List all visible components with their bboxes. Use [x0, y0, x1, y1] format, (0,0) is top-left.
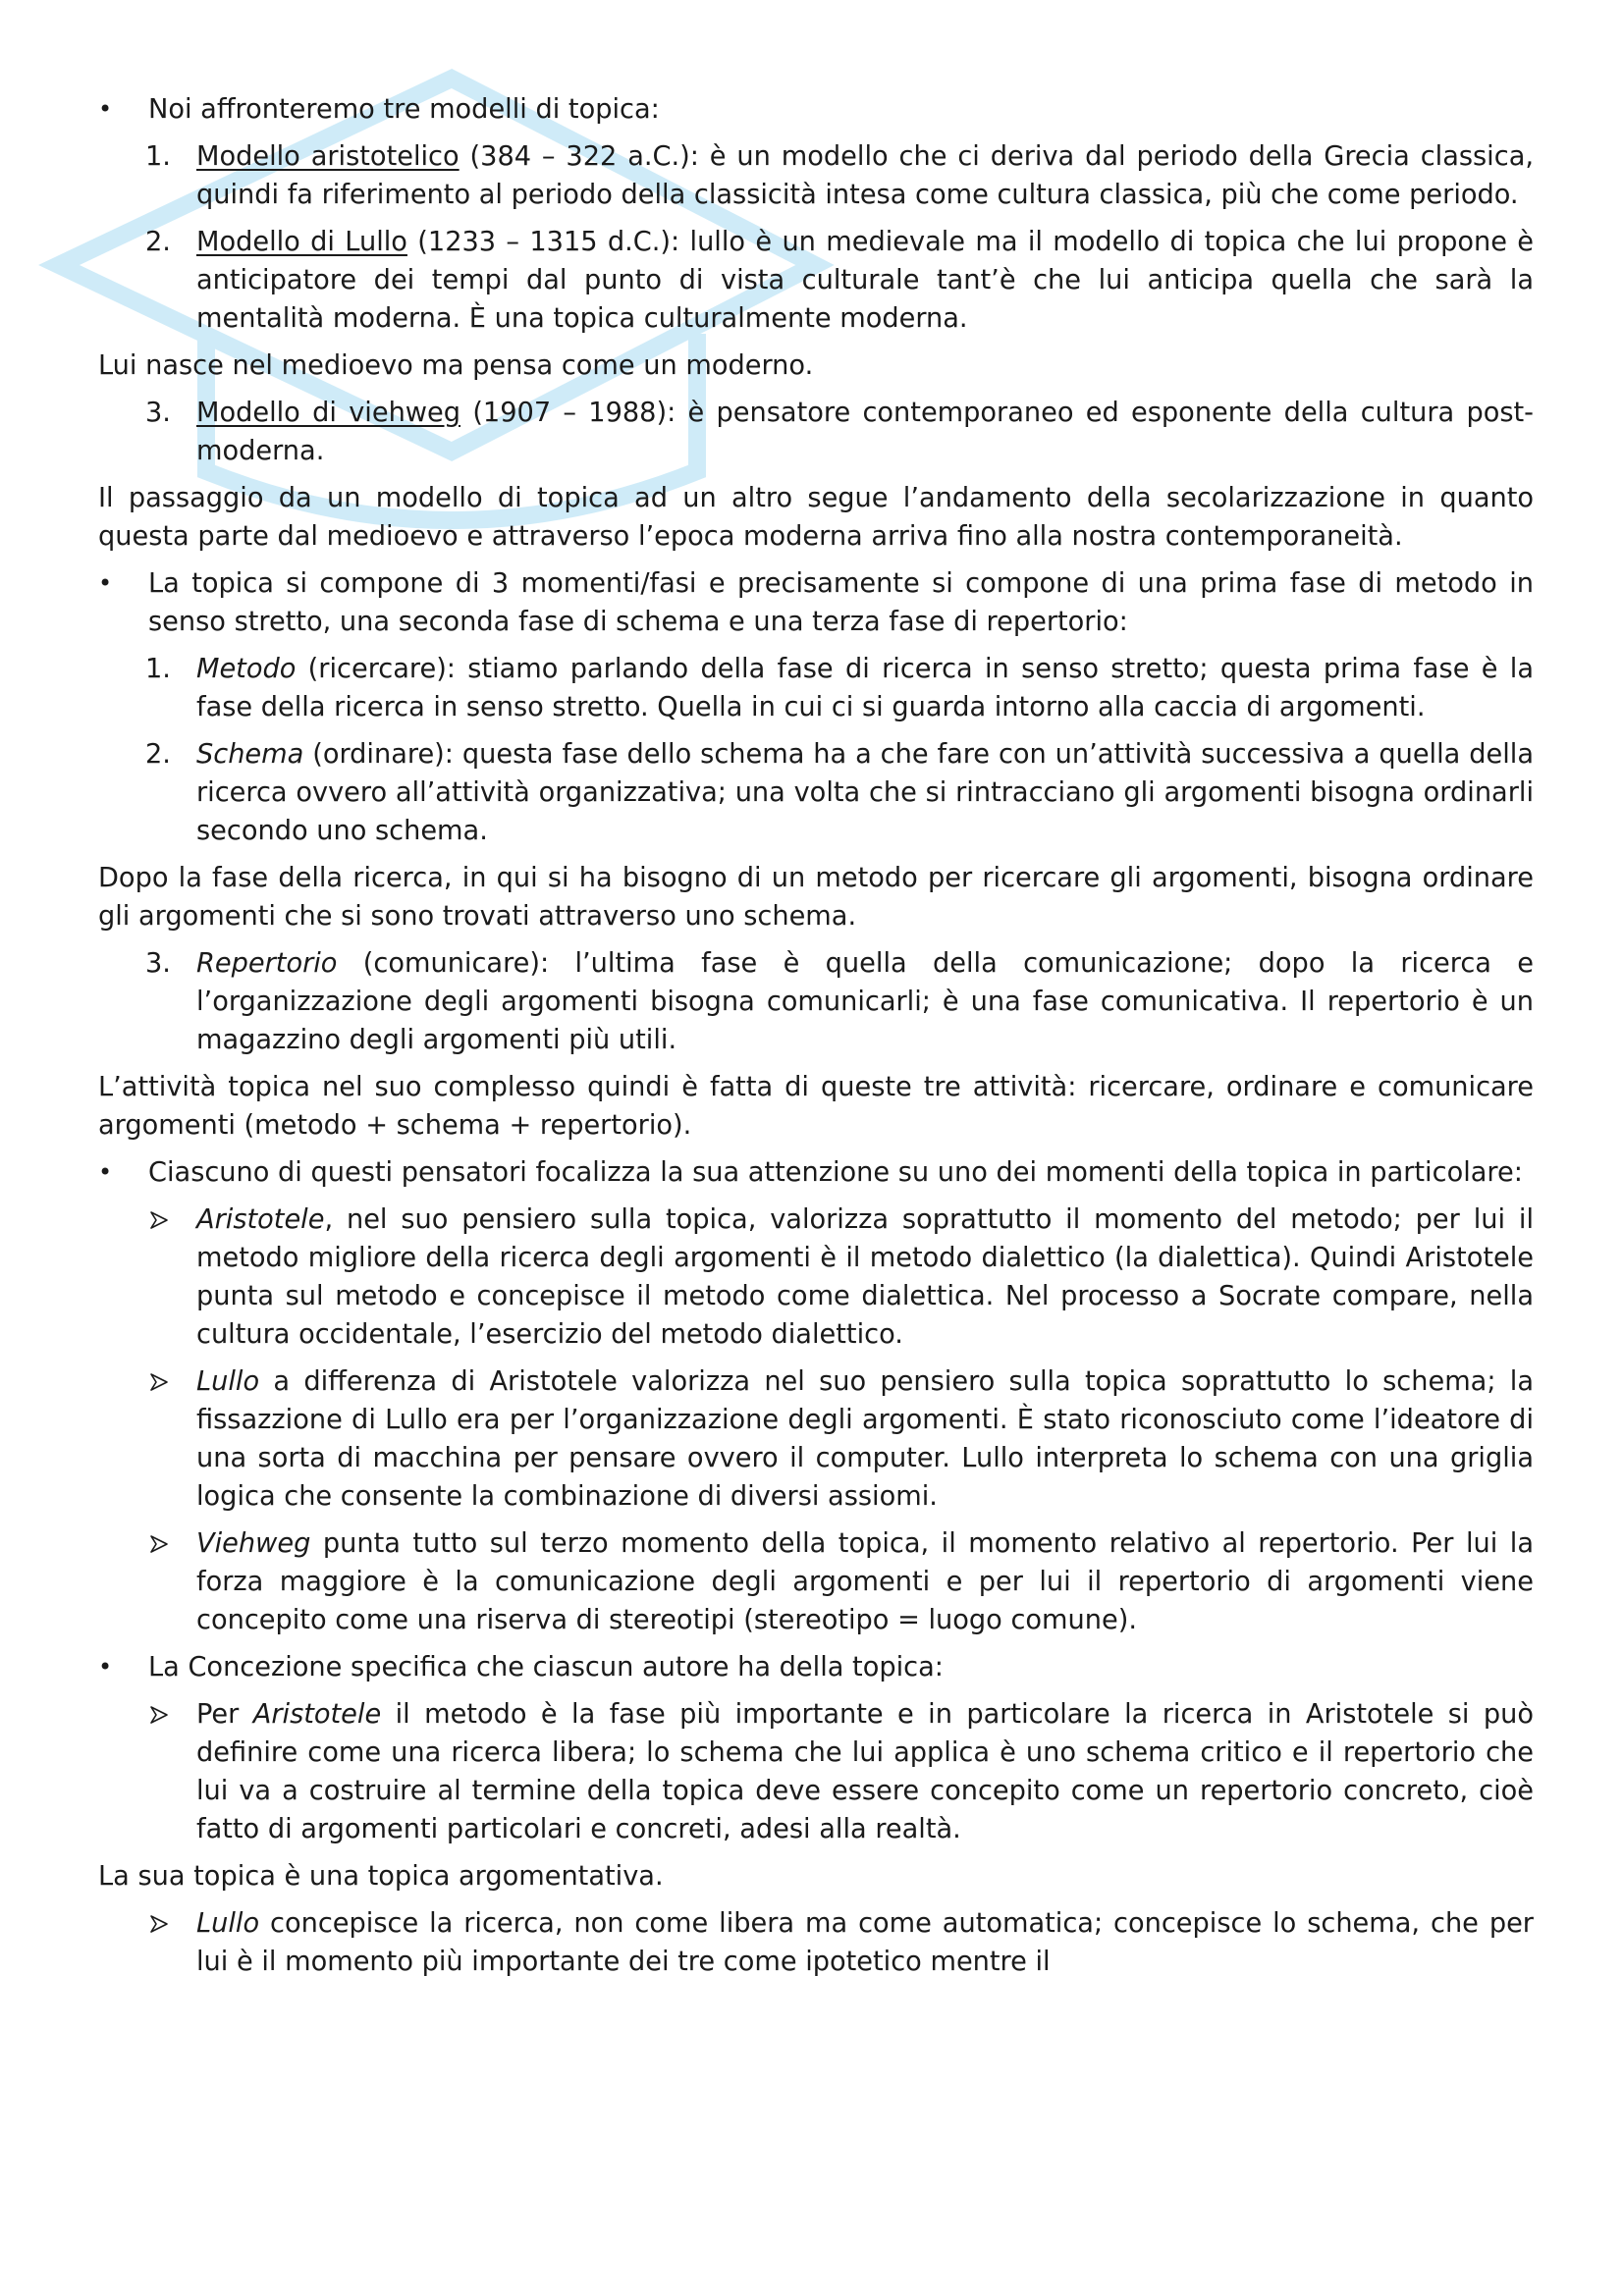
- paragraph: Lui nasce nel medioevo ma pensa come un moderno.: [98, 350, 814, 381]
- list-number: 2.: [145, 227, 171, 257]
- bullet-item: [98, 1153, 1534, 1192]
- item-text: (1233 – 1315 d.C.): lullo è un medievale ma il modello di topica che lui propone è anticipatore dei tempi dal punto di vista culturale tant’è che lui anticipa quella che sarà la mentalità moderna. È una topica culturalmente moderna.: [196, 227, 1534, 334]
- bullet-item: [98, 564, 1534, 641]
- italic-term: Lullo: [196, 1366, 260, 1397]
- arrow-item: [98, 1524, 1534, 1639]
- numbered-item: [98, 735, 1534, 850]
- bullet-dot-icon: •: [98, 1158, 113, 1186]
- item-text: (ordinare): questa fase dello schema ha a che fare con un’attività successiva a quella della ricerca ovvero all’attività organizzativa; una volta che si rintracciano gli argomenti bisogna ordinarli secondo uno schema.: [196, 739, 1534, 846]
- arrow-bullet-icon: [149, 1904, 179, 1934]
- arrow-item: [98, 1695, 1534, 1848]
- list-number: 2.: [145, 739, 171, 770]
- list-number: 1.: [145, 141, 171, 172]
- arrow-bullet-icon: [149, 1695, 179, 1725]
- italic-term: Repertorio: [196, 948, 338, 979]
- arrow-bullet-icon: [149, 1201, 179, 1230]
- list-number: 1.: [145, 654, 171, 684]
- paragraph: La sua topica è una topica argomentativa.: [98, 1861, 664, 1892]
- italic-term: Aristotele: [196, 1204, 325, 1235]
- item-text: (384 – 322 a.C.): è un modello che ci deriva dal periodo della Grecia classica, quindi fa riferimento al periodo della classicità intesa come cultura classica, più che come periodo.: [196, 141, 1534, 210]
- italic-term: Metodo: [196, 654, 297, 684]
- document-body: [98, 90, 1534, 1990]
- arrow-item: [98, 1362, 1534, 1516]
- arrow-item: [98, 1904, 1534, 1981]
- arrow-bullet-icon: [149, 1524, 179, 1554]
- paragraph: L’attività topica nel suo complesso quindi è fatta di queste tre attività: ricercare, ordinare e comunicare argomenti (metodo + schema + repertorio).: [98, 1072, 1534, 1141]
- item-text: (comunicare): l’ultima fase è quella della comunicazione; dopo la ricerca e l’organizzazione degli argomenti bisogna comunicarli; è una fase comunicativa. Il repertorio è un magazzino degli argomenti più utili.: [196, 948, 1534, 1055]
- numbered-item: [98, 394, 1534, 470]
- paragraph: Il passaggio da un modello di topica ad un altro segue l’andamento della secolarizzazione in quanto questa parte dal medioevo e attraverso l’epoca moderna arriva fino alla nostra contemporaneità.: [98, 483, 1534, 552]
- bullet-item: [98, 90, 1534, 129]
- underlined-term: Modello di viehweg: [196, 398, 461, 428]
- item-text: La topica si compone di 3 momenti/fasi e precisamente si compone di una prima fase di metodo in senso stretto, una seconda fase di schema e una terza fase di repertorio:: [148, 568, 1534, 637]
- numbered-item: [98, 223, 1534, 338]
- underlined-term: Modello aristotelico: [196, 141, 460, 172]
- arrow-item: [98, 1201, 1534, 1354]
- item-text: il metodo è la fase più importante e in particolare la ricerca in Aristotele si può definire come una ricerca libera; lo schema che lui applica è uno schema critico e il repertorio che lui va a costruire al termine della topica deve essere concepito come un repertorio concreto, cioè fatto di argomenti particolari e concreti, adesi alla realtà.: [196, 1699, 1534, 1844]
- numbered-item: [98, 137, 1534, 214]
- bullet-dot-icon: •: [98, 1653, 113, 1681]
- bullet-dot-icon: •: [98, 569, 113, 597]
- paragraph: Dopo la fase della ricerca, in qui si ha bisogno di un metodo per ricercare gli argomenti, bisogna ordinare gli argomenti che si sono trovati attraverso uno schema.: [98, 863, 1534, 932]
- list-number: 3.: [145, 398, 171, 428]
- numbered-item: [98, 650, 1534, 726]
- item-text: (ricercare): stiamo parlando della fase di ricerca in senso stretto; questa prima fase è la fase della ricerca in senso stretto. Quella in cui ci si guarda intorno alla caccia di argomenti.: [196, 654, 1534, 722]
- item-text: La Concezione specifica che ciascun autore ha della topica:: [148, 1652, 944, 1682]
- item-text: Ciascuno di questi pensatori focalizza la sua attenzione su uno dei momenti della topica in particolare:: [148, 1157, 1523, 1188]
- item-text: concepisce la ricerca, non come libera ma come automatica; concepisce lo schema, che per lui è il momento più importante dei tre come ipotetico mentre il: [196, 1908, 1534, 1977]
- bullet-item: [98, 1648, 1534, 1686]
- item-text: punta tutto sul terzo momento della topica, il momento relativo al repertorio. Per lui la forza maggiore è la comunicazione degli argomenti e per lui il repertorio di argomenti viene concepito come una riserva di stereotipi (stereotipo = luogo comune).: [196, 1528, 1534, 1635]
- italic-term: Viehweg: [196, 1528, 311, 1559]
- item-text: , nel suo pensiero sulla topica, valorizza soprattutto il momento del metodo; per lui il metodo migliore della ricerca degli argomenti è il metodo dialettico (la dialettica). Quindi Aristotele punta sul metodo e concepisce il metodo come dialettica. Nel processo a Socrate compare, nella cultura occidentale, l’esercizio del metodo dialettico.: [196, 1204, 1534, 1350]
- item-text: a differenza di Aristotele valorizza nel suo pensiero sulla topica soprattutto lo schema; la fissazzione di Lullo era per l’organizzazione degli argomenti. È stato riconosciuto come l’ideatore di una sorta di macchina per pensare ovvero il computer. Lullo interpreta lo schema con una griglia logica che consente la combinazione di diversi assiomi.: [196, 1366, 1534, 1512]
- italic-term: Lullo: [196, 1908, 260, 1939]
- arrow-bullet-icon: [149, 1362, 179, 1392]
- item-text: Noi affronteremo tre modelli di topica:: [148, 94, 660, 125]
- list-number: 3.: [145, 948, 171, 979]
- text-prefix: Per: [196, 1699, 253, 1730]
- italic-term: Aristotele: [252, 1699, 382, 1730]
- bullet-dot-icon: •: [98, 95, 113, 123]
- underlined-term: Modello di Lullo: [196, 227, 407, 257]
- numbered-item: [98, 944, 1534, 1059]
- italic-term: Schema: [196, 739, 304, 770]
- item-text: (1907 – 1988): è pensatore contemporaneo ed esponente della cultura post-moderna.: [196, 398, 1534, 466]
